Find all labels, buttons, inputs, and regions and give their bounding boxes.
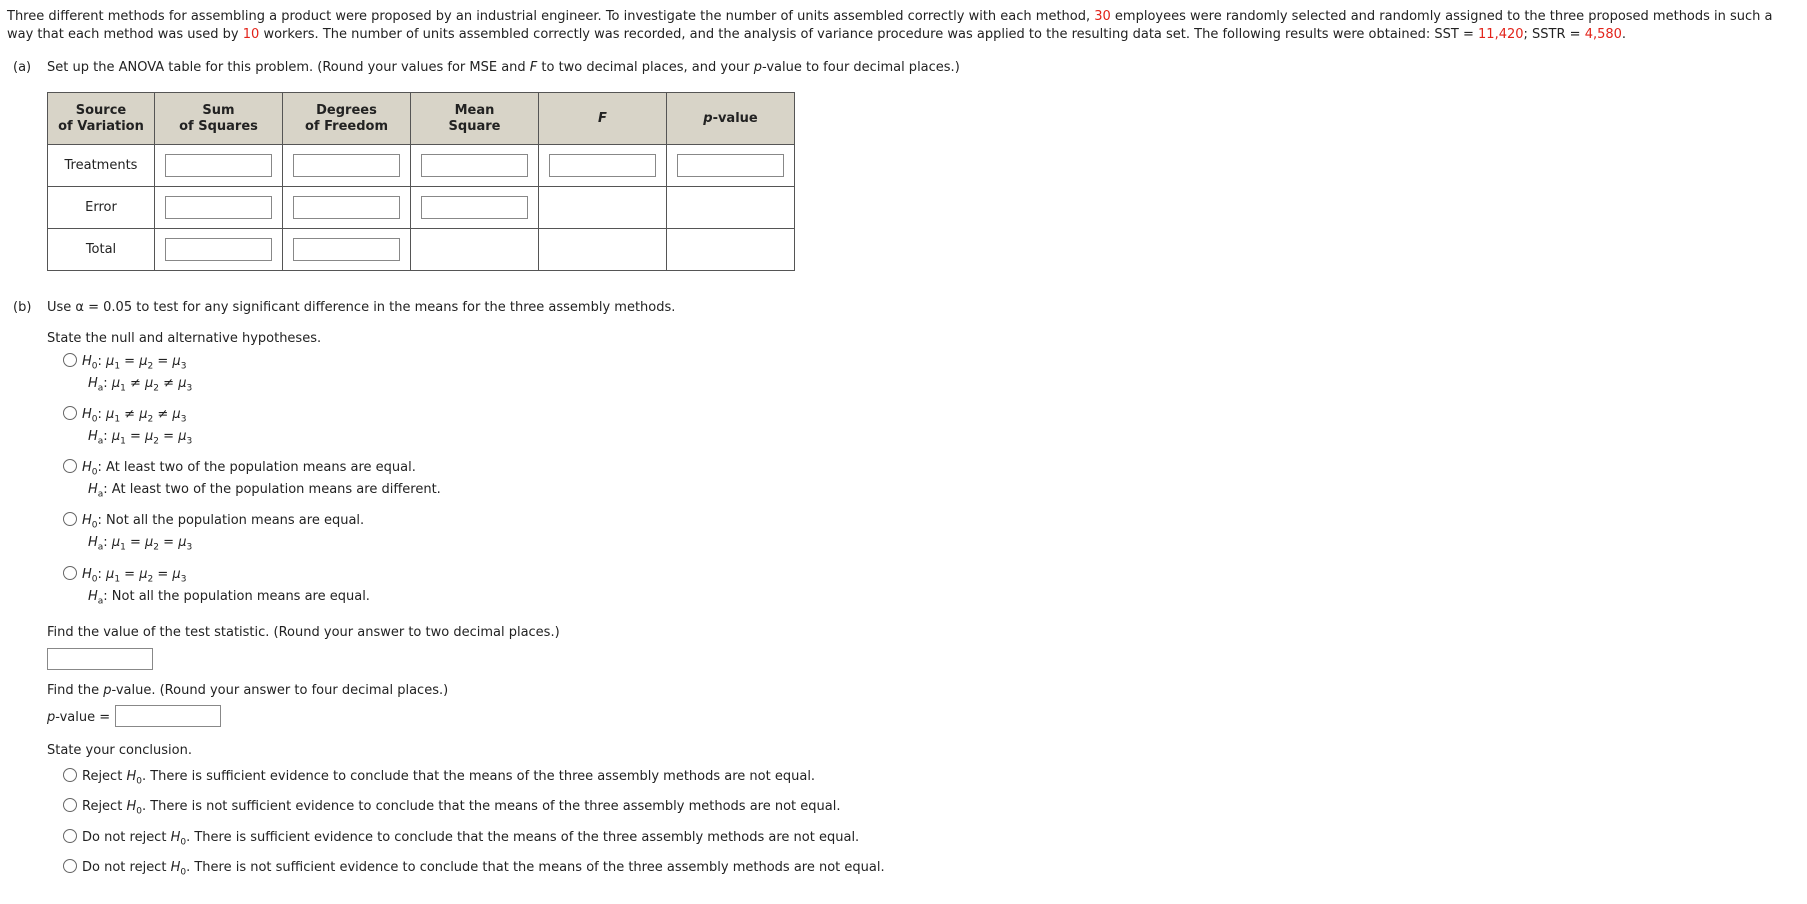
prompt-text: -value. (Round your answer to four decimal places.): [111, 683, 449, 698]
math-text: μ: [172, 407, 181, 422]
header-text: of Freedom: [305, 118, 388, 134]
math-text: 0: [91, 520, 98, 531]
math-text: H: [82, 354, 92, 369]
option-text: Reject: [82, 769, 127, 784]
math-text: 0: [91, 414, 98, 425]
header-pvalue: [667, 93, 795, 145]
option-text: Do not reject: [82, 860, 171, 875]
empty-cell: [411, 229, 539, 271]
cell: [411, 187, 539, 229]
math-text: H: [126, 799, 137, 814]
ss-error-input[interactable]: [165, 196, 272, 219]
prompt-text: p: [47, 710, 56, 725]
header-text: of Squares: [179, 118, 258, 134]
pvalue-label: [47, 710, 110, 725]
math-text: 2: [147, 361, 154, 372]
option-text: Do not reject: [82, 830, 171, 845]
ms-error-input[interactable]: [421, 196, 528, 219]
header-text: -value: [712, 110, 758, 126]
row-label-error: Error: [48, 187, 155, 229]
math-text: μ: [178, 429, 187, 444]
prompt-text: Find the: [47, 683, 104, 698]
math-text: H: [170, 860, 181, 875]
intro-text: .: [1621, 27, 1627, 42]
n-employees-value: 30: [1094, 9, 1111, 24]
conclusion-option-1[interactable]: [63, 768, 815, 787]
pvalue-prompt: [47, 683, 448, 698]
radio-button[interactable]: [63, 768, 77, 782]
df-treatments-input[interactable]: [293, 154, 400, 177]
math-text: a: [97, 383, 104, 394]
problem-statement: [7, 8, 1797, 44]
hypothesis-option-5-ha: [88, 589, 370, 607]
math-text: μ: [172, 567, 181, 582]
math-text: μ: [178, 535, 187, 550]
prompt-text: Set up the ANOVA table for this problem. (Round your values for MSE and: [47, 60, 530, 75]
math-text: 1: [120, 542, 126, 553]
intro-text: employees were randomly selected and randomly assigned to the three proposed methods in such a way that each method was used by: [7, 9, 1773, 42]
math-text: H: [88, 482, 98, 497]
hypothesis-option-1[interactable]: $H_0$: $\mu_1 = \mu_2 = \mu_3$: [63, 353, 186, 372]
math-text: H: [88, 589, 98, 604]
prompt-text: -value to four decimal places.): [762, 60, 960, 75]
math-text: a: [97, 596, 104, 607]
math-text: μ: [106, 567, 115, 582]
math-text: 3: [180, 574, 187, 585]
anova-table: [47, 92, 795, 271]
ss-total-input[interactable]: [165, 238, 272, 261]
math-text: 3: [186, 436, 193, 447]
intro-text: Three different methods for assembling a product were proposed by an industrial engineer. To investigate the number of units assembled correctly with each method,: [7, 9, 1095, 24]
alpha-text: Use α = 0.05 to test for any significant difference in the means for the three assembly methods.: [47, 300, 676, 315]
pvalue-input[interactable]: [115, 705, 221, 727]
math-text: 0: [136, 776, 142, 787]
radio-button[interactable]: [63, 406, 77, 420]
header-text: Source: [75, 102, 127, 118]
math-text: μ: [145, 376, 154, 391]
ss-treatments-input[interactable]: [165, 154, 272, 177]
math-text: μ: [139, 407, 148, 422]
math-text: μ: [111, 535, 121, 550]
hypothesis-option-3-ha: [88, 482, 441, 500]
option-text: Reject: [82, 799, 127, 814]
sst-value: 11,420: [1478, 27, 1524, 42]
header-text: Mean: [454, 102, 495, 118]
math-text: μ: [145, 535, 154, 550]
math-text: 2: [153, 542, 160, 553]
math-text: a: [97, 542, 104, 553]
f-input[interactable]: [549, 154, 656, 177]
hypothesis-option-4[interactable]: [63, 512, 364, 531]
math-text: H: [88, 535, 98, 550]
math-text: 2: [147, 574, 154, 585]
conclusion-option-4[interactable]: [63, 859, 885, 878]
table-row-error: [48, 187, 795, 229]
row-label-treatments: Treatments: [48, 145, 155, 187]
empty-cell: [667, 229, 795, 271]
math-text: H: [88, 429, 98, 444]
option-text: . There is not sufficient evidence to conclude that the means of the three assembly methods are not equal.: [186, 860, 885, 875]
radio-button[interactable]: [63, 859, 77, 873]
math-text: 0: [91, 467, 98, 478]
math-text: 1: [120, 436, 126, 447]
math-text: H: [82, 513, 92, 528]
empty-cell: [539, 187, 667, 229]
math-text: 0: [91, 574, 98, 585]
row-label-total: Total: [48, 229, 155, 271]
math-text: H: [88, 376, 98, 391]
part-b-label: (b): [13, 300, 32, 315]
math-text: 1: [120, 383, 126, 394]
header-ss: [155, 93, 283, 145]
cell: [411, 145, 539, 187]
radio-button[interactable]: [63, 566, 77, 580]
math-text: μ: [111, 429, 121, 444]
math-text: 1: [114, 361, 121, 372]
hypothesis-option-4-ha: $H_a$: $\mu_1 = \mu_2 = \mu_3$: [88, 535, 193, 553]
math-text: 0: [91, 361, 98, 372]
prompt-text: p: [753, 60, 763, 75]
math-text: 1: [114, 414, 121, 425]
option-text: : At least two of the population means are different.: [103, 482, 441, 497]
anova-header-row: [48, 93, 795, 145]
option-text: : Not all the population means are equal.: [97, 513, 365, 528]
hypothesis-option-2[interactable]: $H_0$: $\mu_1 \ne \mu_2 \ne \mu_3$: [63, 406, 186, 425]
header-text: Degrees: [316, 102, 377, 118]
header-text: Sum: [202, 102, 235, 118]
sstr-value: 4,580: [1584, 27, 1622, 42]
math-text: 2: [153, 383, 160, 394]
conclusion-option-2[interactable]: [63, 798, 840, 817]
math-text: 3: [180, 414, 187, 425]
math-text: a: [97, 436, 104, 447]
math-text: μ: [145, 429, 154, 444]
conclusion-option-3[interactable]: [63, 829, 859, 848]
radio-button[interactable]: [63, 353, 77, 367]
cell: [155, 145, 283, 187]
math-text: μ: [172, 354, 181, 369]
math-text: H: [82, 460, 92, 475]
prompt-text: p: [103, 683, 112, 698]
math-text: μ: [139, 567, 148, 582]
math-text: μ: [106, 407, 115, 422]
ms-treatments-input[interactable]: [421, 154, 528, 177]
cell: [283, 187, 411, 229]
header-text: Square: [448, 118, 501, 134]
part-b-prompt: [13, 300, 675, 315]
pvalue-table-input[interactable]: [677, 154, 784, 177]
test-statistic-prompt: Find the value of the test statistic. (Round your answer to two decimal places.): [47, 625, 560, 640]
option-text: . There is sufficient evidence to conclude that the means of the three assembly methods are not equal.: [141, 769, 816, 784]
math-text: μ: [178, 376, 187, 391]
hypothesis-option-1-ha: $H_a$: $\mu_1 \ne \mu_2 \ne \mu_3$: [88, 376, 193, 394]
math-text: H: [82, 407, 92, 422]
part-a-label: (a): [13, 60, 32, 75]
table-row-total: [48, 229, 795, 271]
test-statistic-input[interactable]: [47, 648, 153, 670]
option-text: . There is not sufficient evidence to conclude that the means of the three assembly methods are not equal.: [141, 799, 841, 814]
math-text: 3: [186, 542, 193, 553]
header-text: of Variation: [58, 118, 144, 134]
math-text: μ: [106, 354, 115, 369]
math-text: μ: [139, 354, 148, 369]
option-text: . There is sufficient evidence to conclude that the means of the three assembly methods are not equal.: [186, 830, 860, 845]
header-f: F: [539, 93, 667, 145]
math-text: 2: [153, 436, 160, 447]
cell: [667, 145, 795, 187]
math-text: 0: [180, 837, 187, 848]
math-text: μ: [111, 376, 121, 391]
radio-button[interactable]: [63, 798, 77, 812]
empty-cell: [539, 229, 667, 271]
part-a-prompt: [13, 60, 960, 75]
header-df: [283, 93, 411, 145]
hypothesis-option-5[interactable]: $H_0$: $\mu_1 = \mu_2 = \mu_3$: [63, 566, 186, 585]
math-text: H: [170, 830, 181, 845]
radio-button[interactable]: [63, 512, 77, 526]
option-text: : At least two of the population means are equal.: [97, 460, 416, 475]
hypothesis-option-3[interactable]: [63, 459, 416, 478]
empty-cell: [667, 187, 795, 229]
math-text: 0: [180, 867, 187, 878]
math-text: 0: [136, 806, 142, 817]
math-text: 3: [180, 361, 187, 372]
math-text: 1: [114, 574, 121, 585]
math-text: H: [82, 567, 92, 582]
conclusion-prompt: State your conclusion.: [47, 743, 192, 758]
cell: [155, 229, 283, 271]
math-text: H: [126, 769, 137, 784]
math-text: 3: [186, 383, 193, 394]
cell: [283, 145, 411, 187]
option-text: : Not all the population means are equal.: [103, 589, 370, 604]
df-total-input[interactable]: [293, 238, 400, 261]
cell: [539, 145, 667, 187]
math-text: 2: [147, 414, 154, 425]
math-text: a: [97, 489, 104, 500]
intro-text: ; SSTR =: [1523, 27, 1585, 42]
hypotheses-prompt: State the null and alternative hypotheses.: [47, 331, 322, 346]
cell: [155, 187, 283, 229]
header-source: [48, 93, 155, 145]
intro-text: workers. The number of units assembled correctly was recorded, and the analysis of variance procedure was applied to the resulting data set. The following results were obtained: SST =: [259, 27, 1479, 42]
cell: [283, 229, 411, 271]
prompt-text: -value =: [55, 710, 111, 725]
prompt-text: to two decimal places, and your: [537, 60, 754, 75]
n-workers-value: 10: [242, 27, 260, 42]
table-row-treatments: [48, 145, 795, 187]
header-ms: [411, 93, 539, 145]
df-error-input[interactable]: [293, 196, 400, 219]
hypothesis-option-2-ha: $H_a$: $\mu_1 = \mu_2 = \mu_3$: [88, 429, 193, 447]
header-text: p: [703, 110, 713, 126]
radio-button[interactable]: [63, 829, 77, 843]
radio-button[interactable]: [63, 459, 77, 473]
prompt-text: F: [529, 60, 538, 75]
